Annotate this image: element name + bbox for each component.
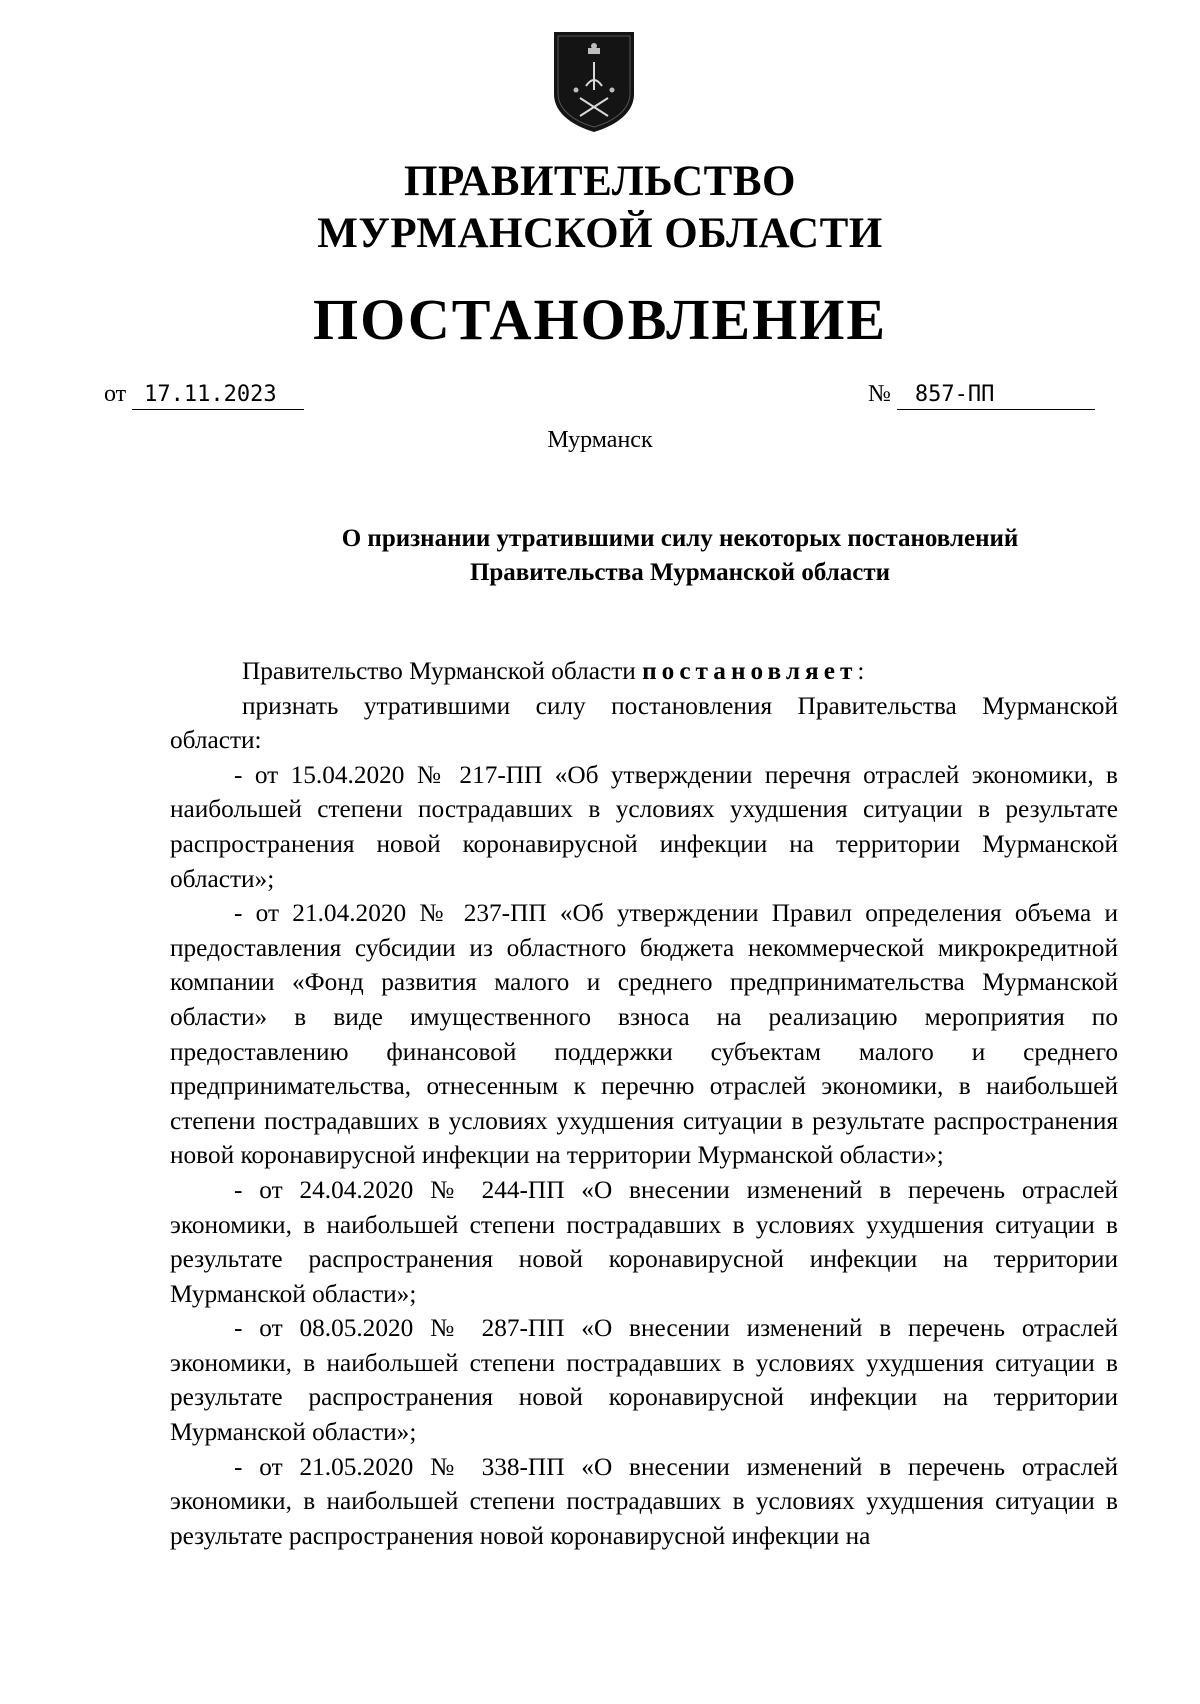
document-subject: [230, 522, 1130, 590]
list-item: - от 21.05.2020 № 338-ПП «О внесении изменений в перечень отраслей экономики, в наибольшей степени пострадавших в условиях ухудшения ситуации в результате распространения новой коронавирусной инфекции на: [170, 1452, 1118, 1550]
subject-line-2: Правительства Мурманской области: [469, 559, 891, 586]
document-number-line: [868, 378, 1095, 410]
number-prefix: №: [868, 381, 891, 407]
city-name: Мурманск: [547, 427, 653, 453]
intro-tail: :: [857, 657, 865, 685]
intro-paragraph: [170, 654, 1118, 689]
document-date: 17.11.2023: [132, 381, 304, 410]
government-title-line-1: ПРАВИТЕЛЬСТВО: [404, 158, 796, 205]
list-item: - от 24.04.2020 № 244-ПП «О внесении изменений в перечень отраслей экономики, в наибольшей степени пострадавших в условиях ухудшения ситуации в результате распространения новой коронавирусной инфекции на территории Мурманской области»;: [170, 1175, 1118, 1308]
decision-paragraph: признать утратившими силу постановления Правительства Мурманской области:: [170, 691, 1118, 755]
document-type-heading: ПОСТАНОВЛЕНИЕ: [312, 287, 888, 352]
coat-of-arms-emblem: [550, 28, 638, 134]
government-title-line-2: МУРМАНСКОЙ ОБЛАСТИ: [317, 210, 883, 257]
list-item: - от 08.05.2020 № 287-ПП «О внесении изменений в перечень отраслей экономики, в наибольшей степени пострадавших в условиях ухудшения ситуации в результате распространения новой коронавирусной инфекции на территории Мурманской области»;: [170, 1314, 1118, 1447]
document-date-line: [104, 378, 304, 410]
subject-line-1: О признании утратившими силу некоторых постановлений: [341, 525, 1019, 552]
document-body: [170, 654, 1118, 1553]
intro-verb: постановляет: [642, 657, 858, 685]
list-item: - от 15.04.2020 № 217-ПП «Об утверждении перечня отраслей экономики, в наибольшей степени пострадавших в условиях ухудшения ситуации в результате распространения новой коронавирусной инфекции на территории Мурманской области»;: [170, 760, 1118, 893]
date-prefix: от: [104, 381, 127, 407]
document-number: 857-ПП: [897, 381, 1095, 410]
government-title: [0, 156, 1200, 260]
list-item: - от 21.04.2020 № 237-ПП «Об утверждении Правил определения объема и предоставления субсидии из областного бюджета некоммерческой микрокредитной компании «Фонд развития малого и среднего предпринимательства Мурманской области» в виде имущественного взноса на реализацию мероприятия по предоставлению финансовой поддержки субъектам малого и среднего предпринимательства, отнесенным к перечню отраслей экономики, в наибольшей степени пострадавших в условиях ухудшения ситуации в результате распространения новой коронавирусной инфекции на территории Мурманской области»;: [170, 899, 1118, 1170]
intro-text: Правительство Мурманской области: [242, 657, 643, 685]
